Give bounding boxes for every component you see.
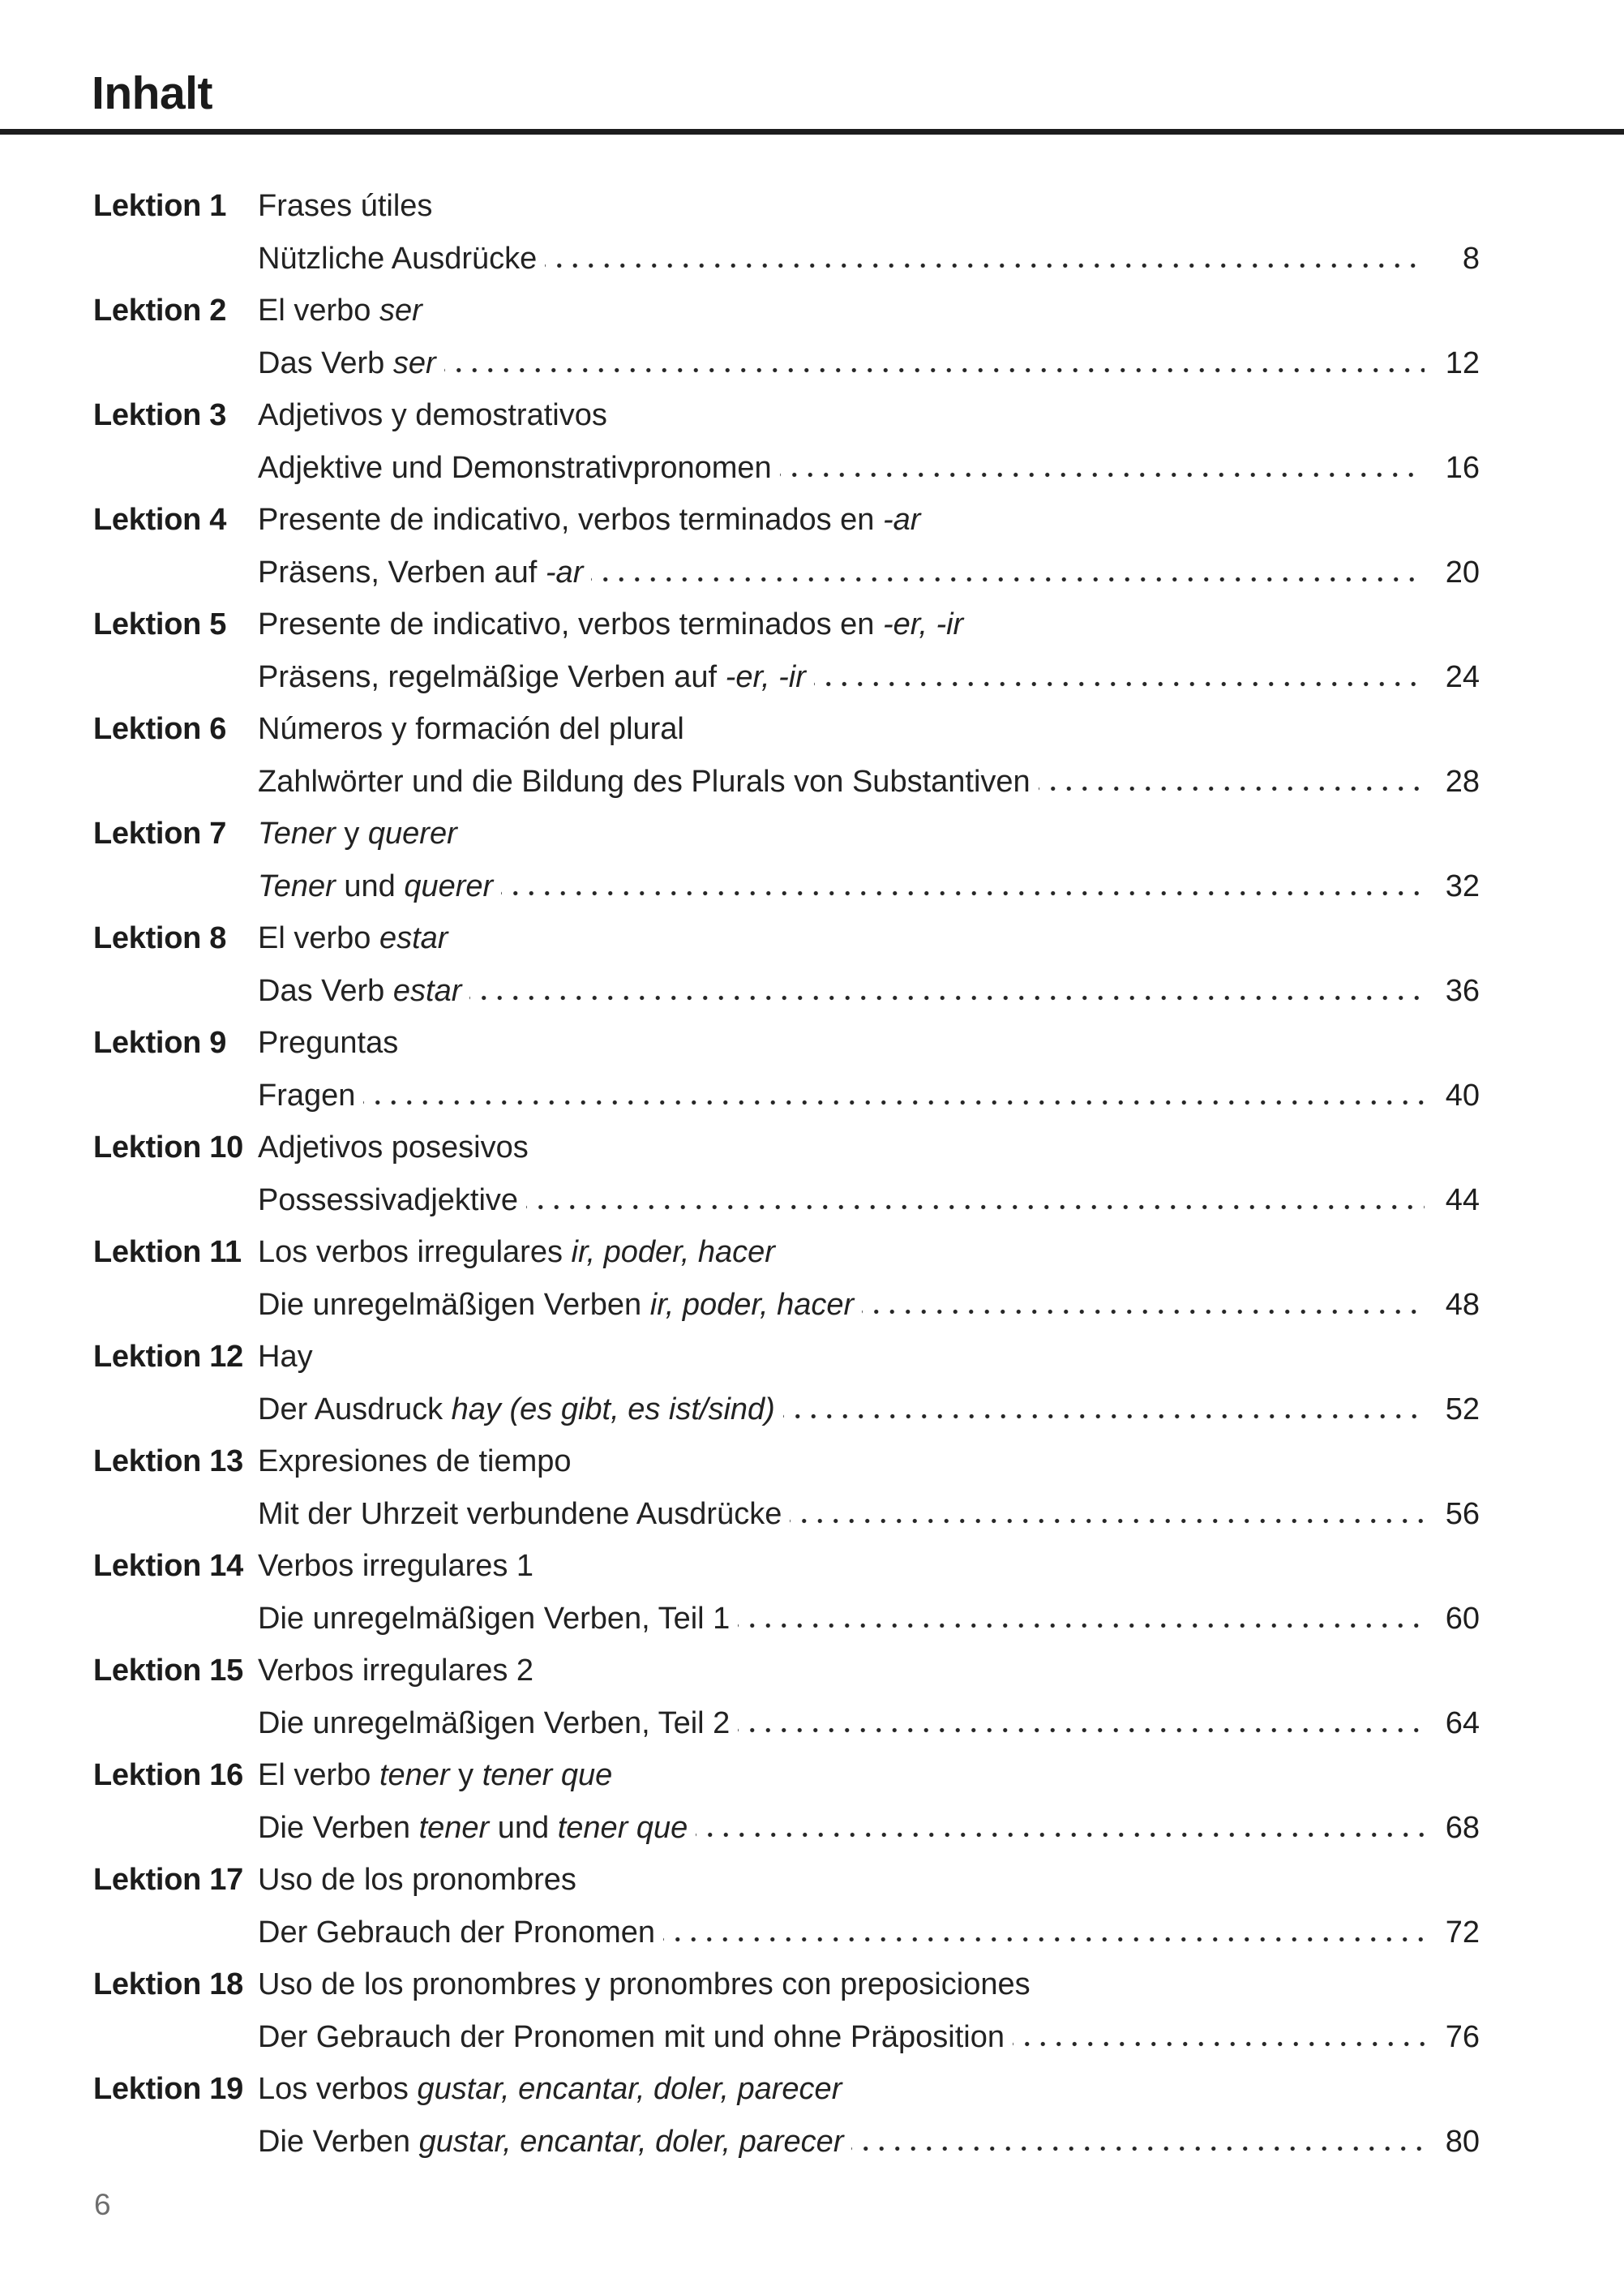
dot-leader bbox=[814, 651, 1425, 704]
toc-entry-german-line bbox=[93, 1383, 1480, 1436]
text-segment: El verbo bbox=[258, 294, 379, 328]
toc-entry-german-line bbox=[93, 756, 1480, 809]
page-number: 60 bbox=[1445, 1601, 1480, 1636]
lesson-title-german bbox=[258, 860, 1480, 913]
lesson-label: Lektion 6 bbox=[93, 712, 227, 746]
lesson-title-german-text bbox=[258, 1593, 730, 1645]
italic-text-segment: -ar bbox=[545, 555, 584, 590]
lesson-label: Lektion 1 bbox=[93, 189, 227, 223]
lesson-title-spanish-text bbox=[258, 1226, 775, 1279]
lesson-label: Lektion 3 bbox=[93, 398, 227, 432]
footer-page-number: 6 bbox=[94, 2188, 111, 2221]
lesson-title-spanish bbox=[258, 598, 1480, 651]
lesson-label: Lektion 9 bbox=[93, 1026, 227, 1060]
dot-leader bbox=[780, 442, 1425, 495]
page-number: 56 bbox=[1445, 1496, 1480, 1531]
italic-text-segment: tener bbox=[418, 1810, 490, 1845]
page-number: 76 bbox=[1445, 2019, 1480, 2054]
lesson-label-spacer bbox=[93, 1593, 258, 1645]
text-segment: y bbox=[449, 1758, 482, 1792]
dot-leader bbox=[738, 1593, 1425, 1645]
dot-leader bbox=[526, 1174, 1425, 1227]
text-segment: Presente de indicativo, verbos terminados en bbox=[258, 503, 883, 537]
italic-text-segment: -er, -ir bbox=[882, 607, 964, 641]
lesson-title-german bbox=[258, 651, 1480, 704]
lesson-title-spanish bbox=[258, 1958, 1480, 2011]
lesson-label: Lektion 2 bbox=[93, 294, 227, 328]
toc-list bbox=[93, 180, 1480, 2168]
text-segment: El verbo bbox=[258, 921, 379, 955]
page-number: 20 bbox=[1445, 555, 1480, 590]
toc-entry-spanish-line bbox=[93, 1540, 1480, 1593]
text-segment: Präsens, regelmäßige Verben auf bbox=[258, 659, 726, 694]
lesson-label-spacer bbox=[93, 442, 258, 495]
toc-entry-german-line bbox=[93, 1907, 1480, 1959]
lesson-title-spanish-text bbox=[258, 1122, 529, 1174]
lesson-title-german bbox=[258, 1383, 1480, 1436]
lesson-title-spanish bbox=[258, 389, 1480, 442]
toc-entry-german-line bbox=[93, 1593, 1480, 1645]
text-segment: Uso de los pronombres y pronombres con preposiciones bbox=[258, 1967, 1031, 2001]
text-segment: Die unregelmäßigen Verben, Teil 1 bbox=[258, 1601, 731, 1636]
text-segment: Hay bbox=[258, 1340, 313, 1374]
toc-entry-german-line bbox=[93, 2116, 1480, 2168]
toc-entry-spanish-line bbox=[93, 1122, 1480, 1174]
lesson-label-spacer bbox=[93, 1070, 258, 1122]
lesson-title-german bbox=[258, 233, 1480, 285]
italic-text-segment: -er, -ir bbox=[725, 659, 806, 694]
lesson-title-spanish-text bbox=[258, 1645, 533, 1697]
toc-entry-german-line bbox=[93, 860, 1480, 913]
italic-text-segment: ir, poder, hacer bbox=[649, 1287, 855, 1322]
lesson-title-spanish bbox=[258, 494, 1480, 547]
dot-leader bbox=[469, 965, 1425, 1018]
lesson-label: Lektion 11 bbox=[93, 1235, 242, 1269]
page-number: 8 bbox=[1462, 241, 1480, 276]
italic-text-segment: estar bbox=[392, 973, 462, 1008]
page-number: 36 bbox=[1445, 973, 1480, 1008]
lesson-title-german bbox=[258, 1174, 1480, 1227]
italic-text-segment: ser bbox=[392, 345, 436, 380]
lesson-title-spanish-text bbox=[258, 494, 920, 547]
toc-entry-spanish-line bbox=[93, 285, 1480, 337]
lesson-title-spanish bbox=[258, 1749, 1480, 1802]
lesson-title-spanish bbox=[258, 285, 1480, 337]
lesson-title-spanish-text bbox=[258, 2063, 842, 2116]
text-segment: Zahlwörter und die Bildung des Plurals von Substantiven bbox=[258, 764, 1031, 799]
page-number: 80 bbox=[1445, 2124, 1480, 2159]
toc-entry-spanish-line bbox=[93, 2063, 1480, 2116]
lesson-title-german bbox=[258, 1802, 1480, 1855]
lesson-title-spanish-text bbox=[258, 1435, 572, 1488]
lesson-title-german bbox=[258, 1697, 1480, 1750]
lesson-title-german-text bbox=[258, 442, 772, 495]
lesson-title-spanish bbox=[258, 2063, 1480, 2116]
toc-entry-german-line bbox=[93, 651, 1480, 704]
header-divider bbox=[0, 129, 1624, 135]
toc-entry-german-line bbox=[93, 965, 1480, 1018]
lesson-title-german-text bbox=[258, 233, 537, 285]
lesson-title-german-text bbox=[258, 1488, 782, 1541]
lesson-title-spanish-text bbox=[258, 703, 684, 756]
text-segment: Das Verb bbox=[258, 973, 393, 1008]
lesson-title-spanish-text bbox=[258, 1331, 313, 1383]
text-segment: Presente de indicativo, verbos terminados en bbox=[258, 607, 883, 641]
lesson-title-german-text bbox=[258, 756, 1031, 809]
text-segment: und bbox=[489, 1810, 558, 1845]
toc-entry-spanish-line bbox=[93, 180, 1480, 233]
text-segment: Preguntas bbox=[258, 1026, 399, 1060]
text-segment: Verbos irregulares 2 bbox=[258, 1654, 534, 1688]
lesson-title-german bbox=[258, 2011, 1480, 2064]
lesson-label: Lektion 17 bbox=[93, 1863, 243, 1897]
text-segment: Adjektive und Demonstrativpronomen bbox=[258, 450, 772, 485]
text-segment: Los verbos bbox=[258, 2072, 418, 2106]
italic-text-segment: tener que bbox=[482, 1758, 613, 1792]
lesson-title-spanish-text bbox=[258, 1749, 612, 1802]
lesson-label: Lektion 15 bbox=[93, 1654, 243, 1688]
lesson-label-spacer bbox=[93, 547, 258, 599]
page-number: 32 bbox=[1445, 869, 1480, 903]
lesson-title-german bbox=[258, 1070, 1480, 1122]
toc-entry-spanish-line bbox=[93, 1226, 1480, 1279]
lesson-title-german-text bbox=[258, 860, 493, 913]
lesson-label: Lektion 5 bbox=[93, 607, 227, 641]
lesson-title-german-text bbox=[258, 337, 436, 390]
text-segment: Números y formación del plural bbox=[258, 712, 684, 746]
lesson-title-german-text bbox=[258, 1279, 854, 1332]
italic-text-segment: estar bbox=[379, 921, 448, 955]
toc-entry-german-line bbox=[93, 1070, 1480, 1122]
lesson-label: Lektion 19 bbox=[93, 2072, 243, 2106]
toc-entry-spanish-line bbox=[93, 808, 1480, 860]
text-segment: Die unregelmäßigen Verben, Teil 2 bbox=[258, 1705, 731, 1740]
text-segment: Adjetivos y demostrativos bbox=[258, 398, 607, 432]
italic-text-segment: tener bbox=[379, 1758, 450, 1792]
lesson-title-spanish-text bbox=[258, 1958, 1031, 2011]
lesson-title-spanish-text bbox=[258, 285, 422, 337]
lesson-title-spanish bbox=[258, 703, 1480, 756]
lesson-title-spanish-text bbox=[258, 912, 448, 965]
text-segment: Die Verben bbox=[258, 2124, 419, 2159]
lesson-title-german bbox=[258, 442, 1480, 495]
lesson-title-spanish bbox=[258, 808, 1480, 860]
text-segment: Fragen bbox=[258, 1078, 356, 1113]
italic-text-segment: gustar, encantar, doler, parecer bbox=[418, 2124, 844, 2159]
toc-entry-spanish-line bbox=[93, 494, 1480, 547]
dot-leader bbox=[444, 337, 1425, 390]
dot-leader bbox=[363, 1070, 1425, 1122]
lesson-title-spanish-text bbox=[258, 1017, 398, 1070]
lesson-title-german-text bbox=[258, 1907, 655, 1959]
lesson-label-spacer bbox=[93, 1174, 258, 1227]
lesson-label: Lektion 4 bbox=[93, 503, 227, 537]
dot-leader bbox=[591, 547, 1425, 599]
italic-text-segment: ser bbox=[379, 294, 422, 328]
lesson-label: Lektion 13 bbox=[93, 1444, 243, 1478]
toc-entry-german-line bbox=[93, 1488, 1480, 1541]
toc-entry-spanish-line bbox=[93, 703, 1480, 756]
dot-leader bbox=[862, 1279, 1425, 1332]
toc-entry-spanish-line bbox=[93, 1854, 1480, 1907]
lesson-title-spanish bbox=[258, 180, 1480, 233]
lesson-title-spanish-text bbox=[258, 808, 457, 860]
dot-leader bbox=[663, 1907, 1425, 1959]
lesson-title-german-text bbox=[258, 965, 461, 1018]
lesson-label-spacer bbox=[93, 1697, 258, 1750]
lesson-title-german bbox=[258, 756, 1480, 809]
italic-text-segment: -ar bbox=[882, 503, 921, 537]
lesson-label-spacer bbox=[93, 233, 258, 285]
toc-entry-german-line bbox=[93, 1697, 1480, 1750]
lesson-label-spacer bbox=[93, 1279, 258, 1332]
lesson-label-spacer bbox=[93, 1802, 258, 1855]
lesson-title-german-text bbox=[258, 1383, 775, 1436]
toc-entry-spanish-line bbox=[93, 1645, 1480, 1697]
page-number: 72 bbox=[1445, 1915, 1480, 1950]
lesson-title-german bbox=[258, 1279, 1480, 1332]
dot-leader bbox=[783, 1383, 1425, 1436]
lesson-title-german-text bbox=[258, 2011, 1005, 2064]
lesson-title-german-text bbox=[258, 2116, 843, 2168]
lesson-title-german bbox=[258, 547, 1480, 599]
page-number: 44 bbox=[1445, 1182, 1480, 1217]
toc-entry-spanish-line bbox=[93, 1749, 1480, 1802]
text-segment: Der Ausdruck bbox=[258, 1392, 452, 1426]
lesson-title-spanish-text bbox=[258, 389, 607, 442]
lesson-label-spacer bbox=[93, 2011, 258, 2064]
text-segment: Possessivadjektive bbox=[258, 1182, 519, 1217]
text-segment: Die unregelmäßigen Verben bbox=[258, 1287, 650, 1322]
lesson-title-german bbox=[258, 337, 1480, 390]
lesson-title-spanish bbox=[258, 1331, 1480, 1383]
text-segment: Mit der Uhrzeit verbundene Ausdrücke bbox=[258, 1496, 782, 1531]
page-number: 40 bbox=[1445, 1078, 1480, 1113]
lesson-title-german-text bbox=[258, 651, 806, 704]
lesson-label: Lektion 7 bbox=[93, 817, 227, 851]
lesson-label-spacer bbox=[93, 651, 258, 704]
lesson-label-spacer bbox=[93, 2116, 258, 2168]
text-segment: Los verbos irregulares bbox=[258, 1235, 572, 1269]
toc-entry-german-line bbox=[93, 1279, 1480, 1332]
toc-entry-german-line bbox=[93, 1174, 1480, 1227]
lesson-title-spanish bbox=[258, 1854, 1480, 1907]
lesson-label: Lektion 8 bbox=[93, 921, 227, 955]
dot-leader bbox=[696, 1802, 1425, 1855]
lesson-label: Lektion 18 bbox=[93, 1967, 243, 2001]
page-number: 64 bbox=[1445, 1705, 1480, 1740]
lesson-title-spanish bbox=[258, 1540, 1480, 1593]
page-number: 16 bbox=[1445, 450, 1480, 485]
text-segment: Expresiones de tiempo bbox=[258, 1444, 572, 1478]
lesson-label: Lektion 10 bbox=[93, 1130, 243, 1165]
lesson-title-german-text bbox=[258, 1174, 518, 1227]
text-segment: Nützliche Ausdrücke bbox=[258, 241, 538, 276]
italic-text-segment: hay (es gibt, es ist/sind) bbox=[451, 1392, 775, 1426]
lesson-title-german-text bbox=[258, 1802, 688, 1855]
text-segment: Der Gebrauch der Pronomen bbox=[258, 1915, 656, 1950]
lesson-title-spanish bbox=[258, 1645, 1480, 1697]
page-number: 68 bbox=[1445, 1810, 1480, 1845]
lesson-title-german-text bbox=[258, 1697, 730, 1750]
toc-entry-german-line bbox=[93, 337, 1480, 390]
lesson-title-spanish bbox=[258, 1435, 1480, 1488]
lesson-title-german bbox=[258, 2116, 1480, 2168]
italic-text-segment: Tener bbox=[258, 817, 336, 851]
lesson-title-german-text bbox=[258, 1070, 355, 1122]
toc-entry-spanish-line bbox=[93, 1435, 1480, 1488]
lesson-title-spanish-text bbox=[258, 180, 432, 233]
lesson-title-spanish-text bbox=[258, 1854, 576, 1907]
lesson-title-spanish-text bbox=[258, 598, 963, 651]
text-segment: Verbos irregulares 1 bbox=[258, 1549, 534, 1583]
lesson-label: Lektion 12 bbox=[93, 1340, 243, 1374]
lesson-title-german bbox=[258, 965, 1480, 1018]
text-segment: Der Gebrauch der Pronomen mit und ohne Präposition bbox=[258, 2019, 1005, 2054]
lesson-title-german bbox=[258, 1907, 1480, 1959]
lesson-title-spanish bbox=[258, 1226, 1480, 1279]
italic-text-segment: gustar, encantar, doler, parecer bbox=[417, 2072, 842, 2106]
page-number: 24 bbox=[1445, 659, 1480, 694]
lesson-title-spanish bbox=[258, 1017, 1480, 1070]
lesson-label-spacer bbox=[93, 860, 258, 913]
lesson-title-spanish bbox=[258, 912, 1480, 965]
toc-entry-spanish-line bbox=[93, 1331, 1480, 1383]
italic-text-segment: querer bbox=[367, 817, 457, 851]
italic-text-segment: Tener bbox=[258, 869, 336, 903]
page-number: 48 bbox=[1445, 1287, 1480, 1322]
page-number: 28 bbox=[1445, 764, 1480, 799]
toc-entry-german-line bbox=[93, 2011, 1480, 2064]
dot-leader bbox=[501, 860, 1425, 913]
lesson-label: Lektion 14 bbox=[93, 1549, 243, 1583]
page-number: 12 bbox=[1445, 345, 1480, 380]
lesson-label: Lektion 16 bbox=[93, 1758, 243, 1792]
text-segment: y bbox=[335, 817, 368, 851]
dot-leader bbox=[851, 2116, 1425, 2168]
lesson-label-spacer bbox=[93, 1488, 258, 1541]
toc-entry-spanish-line bbox=[93, 1017, 1480, 1070]
toc-entry-german-line bbox=[93, 233, 1480, 285]
text-segment: und bbox=[335, 869, 405, 903]
italic-text-segment: tener que bbox=[557, 1810, 688, 1845]
dot-leader bbox=[545, 233, 1425, 285]
lesson-label-spacer bbox=[93, 337, 258, 390]
toc-entry-german-line bbox=[93, 442, 1480, 495]
toc-entry-spanish-line bbox=[93, 598, 1480, 651]
text-segment: Adjetivos posesivos bbox=[258, 1130, 529, 1165]
text-segment: Das Verb bbox=[258, 345, 393, 380]
text-segment: El verbo bbox=[258, 1758, 379, 1792]
toc-entry-german-line bbox=[93, 1802, 1480, 1855]
text-segment: Uso de los pronombres bbox=[258, 1863, 576, 1897]
toc-entry-spanish-line bbox=[93, 912, 1480, 965]
lesson-title-spanish-text bbox=[258, 1540, 533, 1593]
lesson-label-spacer bbox=[93, 756, 258, 809]
text-segment: Präsens, Verben auf bbox=[258, 555, 546, 590]
toc-entry-spanish-line bbox=[93, 389, 1480, 442]
page-title: Inhalt bbox=[92, 67, 212, 119]
toc-entry-spanish-line bbox=[93, 1958, 1480, 2011]
lesson-label-spacer bbox=[93, 965, 258, 1018]
lesson-title-spanish bbox=[258, 1122, 1480, 1174]
text-segment: Frases útiles bbox=[258, 189, 433, 223]
page-number: 52 bbox=[1445, 1392, 1480, 1426]
toc-entry-german-line bbox=[93, 547, 1480, 599]
italic-text-segment: querer bbox=[404, 869, 494, 903]
lesson-title-german-text bbox=[258, 547, 583, 599]
lesson-title-german bbox=[258, 1488, 1480, 1541]
lesson-label-spacer bbox=[93, 1383, 258, 1436]
dot-leader bbox=[1039, 756, 1425, 809]
lesson-label-spacer bbox=[93, 1907, 258, 1959]
text-segment: Die Verben bbox=[258, 1810, 419, 1845]
dot-leader bbox=[790, 1488, 1425, 1541]
dot-leader bbox=[738, 1697, 1425, 1750]
dot-leader bbox=[1013, 2011, 1425, 2064]
italic-text-segment: ir, poder, hacer bbox=[571, 1235, 775, 1269]
lesson-title-german bbox=[258, 1593, 1480, 1645]
